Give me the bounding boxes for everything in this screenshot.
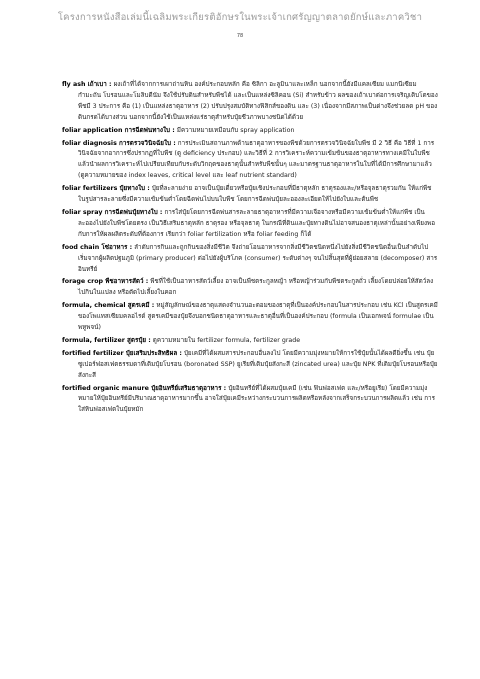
glossary-entry — [62, 184, 438, 206]
entry-definition: การประเมินสถานภาพด้านธาตุอาหารของพืชด้วยการตรวจวินิจฉัยใบพืช มี 2 วิธี คือ วิธีที่ 1 การวินิจฉัยจากอาการซึ่งปรากฏที่ใบพืช (ดู deficiency ประกอบ) และวิธีที่ 2 การวิเคราะห์ความเข้มข้นของธาตุอาหารทางเคมีในใบพืช แล้วนำผลการวิเคราะห์ไปเปรียบเทียบกับระดับวิกฤตของธาตุนั้นสำหรับพืชนั้นๆ และมาตรฐานธาตุอาหารในใบที่ได้มีการศึกษามาแล้ว (ดูความหมายของ index leaves, critical level และ leaf nutrient standard) — [78, 139, 435, 180]
entry-definition: พืชที่ใช้เป็นอาหารสัตว์เลี้ยง อาจเป็นพืชตระกูลหญ้า หรือหญ้าร่วมกับพืชตระกูลถั่ว เลี้ยงโดยปล่อยให้สัตว์ลงไปกินในแปลง หรือตัดไปเลี้ยงในคอก — [78, 278, 434, 297]
entry-definition: ปุ๋ยเคมีที่ได้ผสมสารประกอบอื่นลงไป โดยมีความมุ่งหมายให้การใช้ปุ๋ยนั้นได้ผลดียิ่งขึ้น เช่น ปุ๋ยซูเปอร์ฟอสเฟตธรรมดาที่เติมปุ๋ยโบรอน (boronated SSP) ยูเรียที่เติมปุ๋ยสังกะสี (zincated urea) และปุ๋ย NPK ที่เติมปุ๋ยโบรอนหรือปุ๋ยสังกะสี — [78, 349, 438, 379]
entry-term: food chain โซ่อาหาร : — [62, 243, 133, 251]
entry-term: fly ash เถ้าเบา : — [62, 81, 112, 88]
entry-term: fortified organic manure ปุ๋ยอินทรีย์เสริมธาตุอาหาร : — [62, 384, 227, 392]
glossary-entry — [62, 301, 438, 334]
glossary-entry — [62, 277, 438, 299]
entry-definition: ปุ๋ยที่ละลายง่าย อาจเป็นปุ๋ยเดี่ยวหรือปุ๋ยเชิงประกอบที่มีธาตุหลัก ธาตุรองและ/หรือจุลธาตุรวมกัน ให้แก่พืชในรูปสารละลายซึ่งมีความเข้มข้นต่ำโดยฉีดพ่นไปบนใบพืช โดยการฉีดพ่นปุ๋ยละอองละเอียดให้ไปยังใบและต้นพืช — [78, 185, 432, 204]
entry-term: foliar diagnosis การตรวจวินิจฉัยใบ : — [62, 139, 176, 147]
glossary-entry — [62, 208, 438, 241]
glossary-entry — [62, 336, 438, 347]
glossary-entry — [62, 80, 438, 124]
page-number: 78 — [236, 33, 244, 39]
running-header: โครงการหนังสือเล่มนี้เฉลิมพระเกียรติอักษรในพระเจ้าเกศรัญญาตลาดยักษ์และภาควิชา — [57, 12, 423, 23]
entry-term: fortified fertilizer ปุ๋ยเสริมประสิทธิผล : — [62, 349, 182, 357]
glossary-entry — [62, 139, 438, 183]
entry-definition: ดูความหมายใน fertilizer formula, fertilizer grade — [152, 336, 301, 344]
glossary-entry — [62, 384, 438, 417]
glossary-entry — [62, 126, 438, 137]
entry-definition: ปุ๋ยอินทรีย์ที่ได้ผสมปุ๋ยเคมี (เช่น ฟินฟอสเฟต และ/หรือยูเรีย) โดยมีความมุ่งหมายให้ปุ๋ยอินทรีย์มีปริมาณธาตุอาหารมากขึ้น อาจใส่ปุ๋ยเคมีระหว่างกระบวนการผลิตหรือหลังจากเสร็จกระบวนการผลิตแล้ว เช่น การใส่หินฟอสเฟตในปุ๋ยหมัก — [78, 384, 435, 414]
glossary-entry — [62, 243, 438, 276]
entry-definition: การใส่ปุ๋ยโดยการฉีดพ่นสารละลายธาตุอาหารที่มีความเจือจางหรือมีความเข้มข้นต่ำให้แก่พืช เป็นละอองไปยังใบพืชโดยตรง เป็นวิธีเสริมธาตุหลัก ธาตุรอง หรือจุลธาตุ ในกรณีที่ดินและปุ๋ยทางดินไม่อาจสนองธาตุเหล่านั้นอย่างเพียงพอกับการให้ผลผลิตระดับที่ต้องการ เรียกว่า foliar fertilization หรือ foliar feeding ก็ได้ — [78, 208, 435, 238]
entry-definition: ลำดับการกินและถูกกินของสิ่งมีชีวิต จึงถ่ายโอนอาหารจากสิ่งมีชีวิตชนิดหนึ่งไปยังสิ่งมีชีวิตชนิดอื่นเป็นลำดับไป เริ่มจากผู้ผลิตปฐมภูมิ (primary producer) ต่อไปยังผู้บริโภค (consumer) ระดับต่างๆ จนไปสิ้นสุดที่ผู้ย่อยสลาย (decomposer) สารอินทรีย์ — [78, 243, 438, 273]
entry-term: foliar application การฉีดพ่นทางใบ : — [62, 126, 175, 134]
entry-term: forage crop พืชอาหารสัตว์ : — [62, 278, 149, 286]
entry-term: foliar fertilizers ปุ๋ยทางใบ : — [62, 185, 150, 193]
glossary-content — [62, 80, 438, 418]
glossary-entry — [62, 349, 438, 382]
entry-term: formula, fertilizer สูตรปุ๋ย : — [62, 336, 151, 344]
entry-term: formula, chemical สูตรเคมี : — [62, 302, 155, 310]
entry-definition: หมู่สัญลักษณ์ของธาตุแสดงจำนวนอะตอมของธาตุที่เป็นองค์ประกอบในสารประกอบ เช่น KCl เป็นสูตรเคมีของโพแทสเซียมคลอไรด์ สูตรเคมีของปุ๋ยจึงบอกชนิดธาตุอาหารและธาตุอื่นที่เป็นองค์ประกอบ (formula เป็นเอกพจน์ formulae เป็นพหูพจน์) — [78, 302, 438, 332]
entry-definition: ผงเถ้าที่ได้จากการเผาถ่านหิน องค์ประกอบหลัก คือ ซิลิกา อะลูมินาและเหล็ก นอกจากนี้ยังมีแคลเซียม แมกนีเซียม กำมะถัน โบรอนและโมลิบดีนัม จึงใช้ปรับดินสำหรับพืชได้ และเป็นแหล่งซิลิคอน (Si) สำหรับข้าว ผลของเถ้าเบาต่อการเจริญเติบโตของพืชมี 3 ประการ คือ (1) เป็นแหล่งธาตุอาหาร (2) ปรับปรุงสมบัติทางฟิสิกส์ของดิน และ (3) เนื่องจากมีสภาพเป็นด่างจึงช่วยลด pH ของดินกรดได้บางส่วน นอกจากนี้ยังใช้เป็นแหล่งแร่ธาตุสำหรับปุ๋ยชีวภาพบางชนิดได้ด้วย — [78, 81, 438, 121]
entry-term: foliar spray การฉีดพ่นปุ๋ยทางใบ : — [62, 208, 163, 216]
entry-definition: มีความหมายเหมือนกับ spray application — [176, 126, 295, 134]
